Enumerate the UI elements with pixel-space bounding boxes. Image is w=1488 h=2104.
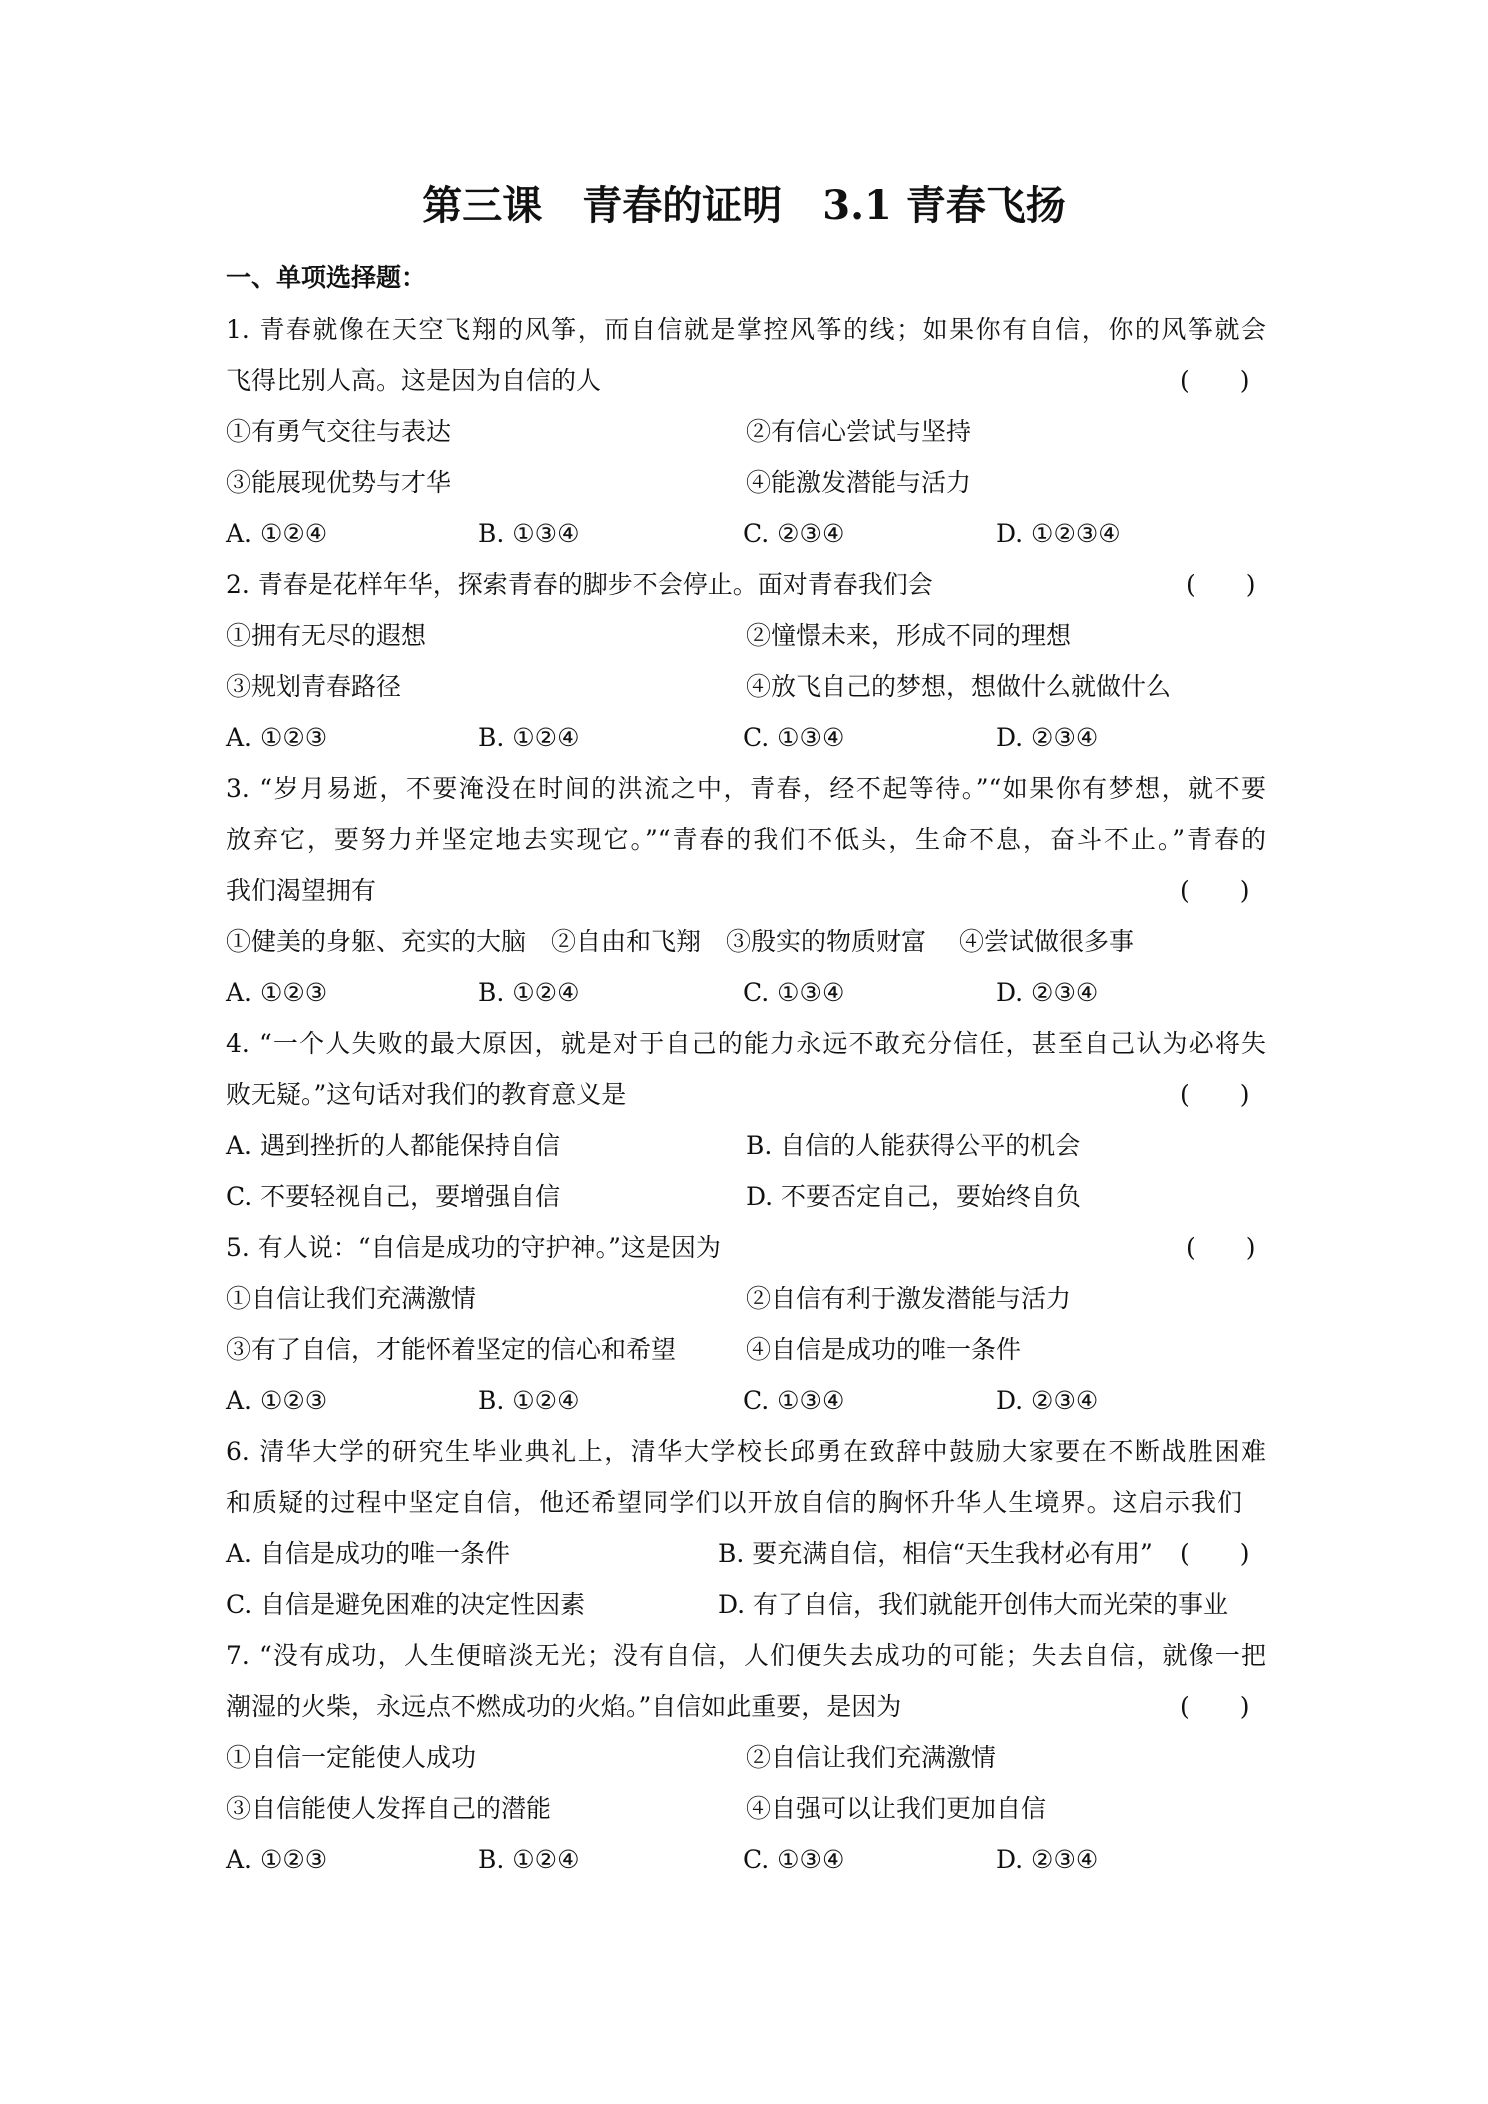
statement-options: ①健美的身躯、充实的大脑 ②自由和飞翔 ③殷实的物质财富 ④尝试做很多事 (226, 927, 1134, 956)
page-title: 第三课 青春的证明 3.1 青春飞扬 (422, 182, 1066, 229)
choice-c[interactable]: C. ①③④ (743, 1845, 845, 1874)
choice-d[interactable]: D. ②③④ (996, 723, 1099, 752)
question-stem: 4. “一个人失败的最大原因，就是对于自己的能力永远不敢充分信任，甚至自己认为必将失 (226, 1029, 1266, 1058)
statement-option: ④自信是成功的唯一条件 (746, 1335, 1022, 1364)
statement-option: ①拥有无尽的遐想 (226, 621, 427, 650)
choice-d[interactable]: D. 有了自信，我们就能开创伟大而光荣的事业 (718, 1590, 1229, 1619)
statement-option: ②自信有利于激发潜能与活力 (746, 1284, 1072, 1313)
statement-option: ②自信让我们充满激情 (746, 1743, 997, 1772)
answer-bracket[interactable]: ( ) (1186, 1233, 1256, 1262)
choice-a[interactable]: A. ①②④ (226, 519, 328, 548)
choice-a[interactable]: A. ①②③ (226, 1845, 328, 1874)
choice-a[interactable]: A. 自信是成功的唯一条件 (226, 1539, 510, 1568)
choice-c[interactable]: C. ①③④ (743, 723, 845, 752)
answer-bracket[interactable]: ( ) (1180, 1080, 1250, 1109)
statement-option: ②憧憬未来，形成不同的理想 (746, 621, 1072, 650)
question-stem: 2. 青春是花样年华，探索青春的脚步不会停止。面对青春我们会 (226, 570, 933, 599)
choice-c[interactable]: C. 自信是避免困难的决定性因素 (226, 1590, 586, 1619)
answer-bracket[interactable]: ( ) (1180, 1692, 1250, 1721)
statement-option: ③能展现优势与才华 (226, 468, 452, 497)
choice-b[interactable]: B. ①③④ (478, 519, 580, 548)
question-stem: 7. “没有成功，人生便暗淡无光；没有自信，人们便失去成功的可能；失去自信，就像一把 (226, 1641, 1266, 1670)
question-stem: 3. “岁月易逝，不要淹没在时间的洪流之中，青春，经不起等待。”“如果你有梦想，就不要 (226, 774, 1266, 803)
statement-option: ④放飞自己的梦想，想做什么就做什么 (746, 672, 1172, 701)
choice-d[interactable]: D. ①②③④ (996, 519, 1121, 548)
choice-d[interactable]: D. ②③④ (996, 1845, 1099, 1874)
question-stem: 潮湿的火柴，永远点不燃成功的火焰。”自信如此重要，是因为 (226, 1692, 902, 1721)
statement-option: ③有了自信，才能怀着坚定的信心和希望 (226, 1335, 677, 1364)
statement-option: ③自信能使人发挥自己的潜能 (226, 1794, 552, 1823)
statement-option: ④自强可以让我们更加自信 (746, 1794, 1047, 1823)
statement-option: ②有信心尝试与坚持 (746, 417, 972, 446)
question-stem: 败无疑。”这句话对我们的教育意义是 (226, 1080, 627, 1109)
question-stem: 飞得比别人高。这是因为自信的人 (226, 366, 602, 395)
choice-c[interactable]: C. 不要轻视自己，要增强自信 (226, 1182, 561, 1211)
choice-c[interactable]: C. ①③④ (743, 978, 845, 1007)
choice-c[interactable]: C. ①③④ (743, 1386, 845, 1415)
choice-d[interactable]: D. ②③④ (996, 1386, 1099, 1415)
question-stem: 5. 有人说：“自信是成功的守护神。”这是因为 (226, 1233, 721, 1262)
choice-d[interactable]: D. ②③④ (996, 978, 1099, 1007)
answer-bracket[interactable]: ( ) (1180, 366, 1250, 395)
statement-option: ①有勇气交往与表达 (226, 417, 452, 446)
section-heading: 一、单项选择题： (226, 263, 427, 292)
statement-option: ①自信让我们充满激情 (226, 1284, 477, 1313)
choice-a[interactable]: A. ①②③ (226, 978, 328, 1007)
choice-b[interactable]: B. ①②④ (478, 1845, 580, 1874)
answer-bracket[interactable]: ( ) (1186, 570, 1256, 599)
statement-option: ③规划青春路径 (226, 672, 402, 701)
question-stem: 和质疑的过程中坚定自信，他还希望同学们以开放自信的胸怀升华人生境界。这启示我们 (226, 1488, 1242, 1517)
choice-d[interactable]: D. 不要否定自己，要始终自负 (746, 1182, 1082, 1211)
question-stem: 放弃它，要努力并坚定地去实现它。”“青春的我们不低头，生命不息，奋斗不止。”青春的 (226, 825, 1266, 854)
choice-b[interactable]: B. 要充满自信，相信“天生我材必有用” (718, 1539, 1153, 1568)
answer-bracket[interactable]: ( ) (1180, 876, 1250, 905)
choice-a[interactable]: A. ①②③ (226, 1386, 328, 1415)
statement-option: ④能激发潜能与活力 (746, 468, 972, 497)
statement-option: ①自信一定能使人成功 (226, 1743, 477, 1772)
choice-a[interactable]: A. 遇到挫折的人都能保持自信 (226, 1131, 560, 1160)
question-stem: 6. 清华大学的研究生毕业典礼上，清华大学校长邱勇在致辞中鼓励大家要在不断战胜困难 (226, 1437, 1266, 1466)
choice-c[interactable]: C. ②③④ (743, 519, 845, 548)
choice-b[interactable]: B. ①②④ (478, 1386, 580, 1415)
question-stem: 1. 青春就像在天空飞翔的风筝，而自信就是掌控风筝的线；如果你有自信，你的风筝就会 (226, 315, 1266, 344)
choice-b[interactable]: B. 自信的人能获得公平的机会 (746, 1131, 1081, 1160)
choice-b[interactable]: B. ①②④ (478, 978, 580, 1007)
answer-bracket[interactable]: ( ) (1180, 1539, 1250, 1568)
choice-a[interactable]: A. ①②③ (226, 723, 328, 752)
choice-b[interactable]: B. ①②④ (478, 723, 580, 752)
question-stem: 我们渴望拥有 (226, 876, 377, 905)
